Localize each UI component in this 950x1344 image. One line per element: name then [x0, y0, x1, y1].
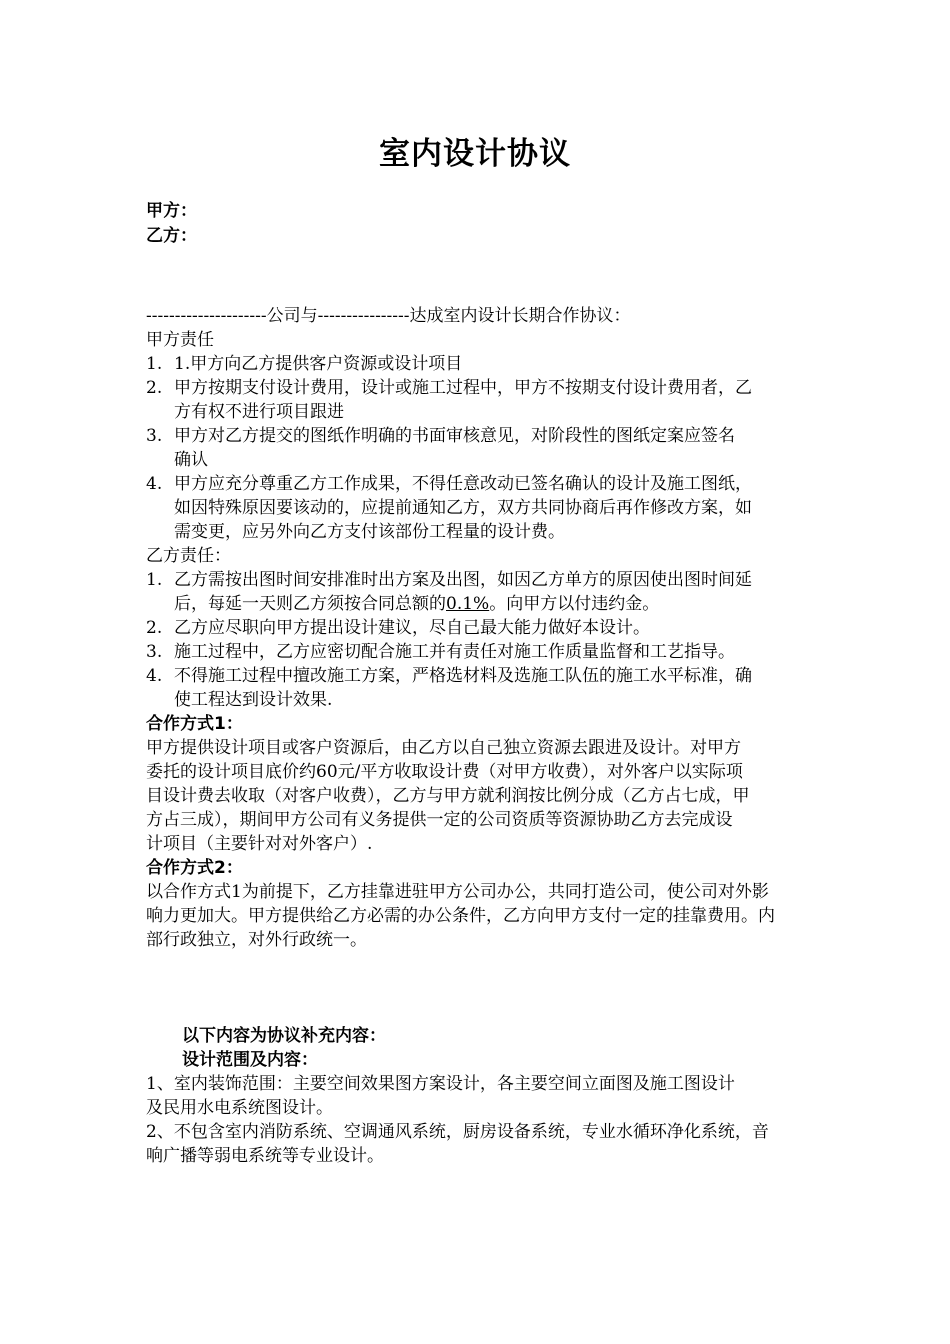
list-number: 3. — [146, 426, 163, 446]
list-number: 4. — [146, 666, 163, 686]
list-number: 1. — [146, 354, 163, 374]
list-item-text: 不得施工过程中擅改施工方案，严格选材料及选施工队伍的施工水平标准，确 — [174, 666, 752, 686]
list-item-text: 使工程达到设计效果. — [174, 690, 333, 710]
document-body — [146, 304, 846, 1168]
paragraph-line: 甲方提供设计项目或客户资源后，由乙方以自己独立资源去跟进及设计。对甲方 — [146, 738, 741, 758]
list-item-text: 需变更，应另外向乙方支付该部份工程量的设计费。 — [174, 522, 565, 542]
list-item-text: 确认 — [174, 450, 208, 470]
paragraph-line: 以合作方式1为前提下，乙方挂靠进驻甲方公司办公，共同打造公司，使公司对外影 — [146, 882, 769, 902]
supplement-heading: 以下内容为协议补充内容： — [182, 1026, 386, 1046]
list-item-text: 乙方需按出图时间安排准时出方案及出图，如因乙方单方的原因使出图时间延 — [174, 570, 752, 590]
list-item-text — [174, 592, 846, 616]
list-item — [146, 376, 846, 424]
coop-mode-2-heading: 合作方式2： — [146, 858, 243, 878]
list-item-text: 甲方按期支付设计费用，设计或施工过程中，甲方不按期支付设计费用者，乙 — [174, 378, 752, 398]
list-item — [146, 664, 846, 712]
list-number: 2. — [146, 378, 163, 398]
coop-mode-1-heading: 合作方式1： — [146, 714, 243, 734]
list-number: 2. — [146, 618, 163, 638]
list-item-text: 如因特殊原因要该动的，应提前通知乙方，双方共同协商后再作修改方案，如 — [174, 498, 752, 518]
spacer — [146, 952, 846, 1024]
paragraph-line: 响广播等弱电系统等专业设计。 — [146, 1146, 384, 1166]
paragraph-line: 及民用水电系统图设计。 — [146, 1098, 333, 1118]
list-item — [146, 352, 846, 376]
penalty-text: 后，每延一天则乙方须按合同总额的 — [174, 594, 446, 614]
paragraph-line: 方占三成），期间甲方公司有义务提供一定的公司资质等资源协助乙方去完成设 — [146, 810, 733, 830]
list-number: 1. — [146, 570, 163, 590]
list-item — [146, 616, 846, 640]
paragraph-line: 2、不包含室内消防系统、空调通风系统，厨房设备系统，专业水循环净化系统，音 — [146, 1122, 769, 1142]
party-b-responsibility-heading: 乙方责任： — [146, 546, 231, 566]
penalty-rate: 0.1% — [446, 594, 490, 614]
paragraph-line: 目设计费去收取（对客户收费），乙方与甲方就利润按比例分成（乙方占七成，甲 — [146, 786, 750, 806]
list-item-text: 甲方应充分尊重乙方工作成果，不得任意改动已签名确认的设计及施工图纸， — [174, 474, 752, 494]
design-scope-heading: 设计范围及内容： — [182, 1050, 318, 1070]
party-a-responsibility-heading: 甲方责任 — [146, 330, 214, 350]
party-a-label: 甲方： — [146, 201, 197, 221]
list-item — [146, 568, 846, 616]
paragraph-line: 部行政独立，对外行政统一。 — [146, 930, 367, 950]
paragraph-line: 1、室内装饰范围：主要空间效果图方案设计，各主要空间立面图及施工图设计 — [146, 1074, 735, 1094]
paragraph-line: 响力更加大。甲方提供给乙方必需的办公条件，乙方向甲方支付一定的挂靠费用。内 — [146, 906, 775, 926]
intro-line: ---------------------公司与----------------达成室内设计长期合作协议： — [146, 306, 631, 326]
paragraph-line: 委托的设计项目底价约60元/平方收取设计费（对甲方收费），对外客户以实际项 — [146, 762, 743, 782]
list-item — [146, 472, 846, 544]
party-b-label: 乙方： — [146, 226, 197, 246]
list-item-text: 1.甲方向乙方提供客户资源或设计项目 — [174, 354, 463, 374]
penalty-text-end: 。向甲方以付违约金。 — [489, 594, 660, 614]
list-item-text: 乙方应尽职向甲方提出设计建议，尽自己最大能力做好本设计。 — [174, 618, 650, 638]
paragraph-line: 计项目（主要针对对外客户）. — [146, 834, 373, 854]
list-item-text: 施工过程中，乙方应密切配合施工并有责任对施工作质量监督和工艺指导。 — [174, 642, 735, 662]
list-number: 4. — [146, 474, 163, 494]
document-title: 室内设计协议 — [379, 136, 571, 172]
list-item-text: 方有权不进行项目跟进 — [174, 402, 344, 422]
list-item — [146, 424, 846, 472]
list-item-text: 甲方对乙方提交的图纸作明确的书面审核意见，对阶段性的图纸定案应签名 — [174, 426, 735, 446]
list-number: 3. — [146, 642, 163, 662]
list-item — [146, 640, 846, 664]
